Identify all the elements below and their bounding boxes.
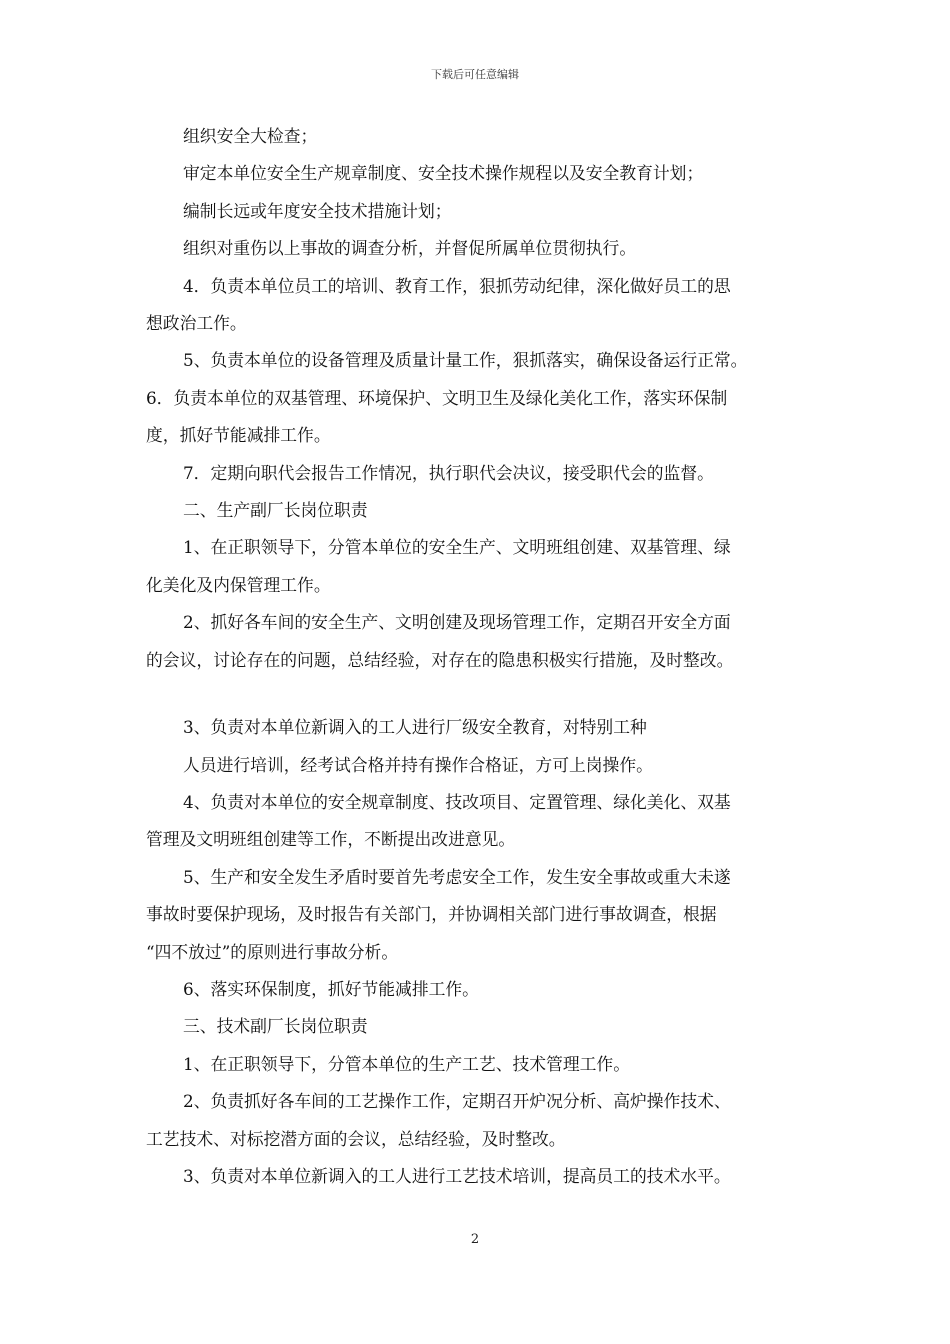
text-line: 组织对重伤以上事故的调查分析，并督促所属单位贯彻执行。 <box>183 238 637 259</box>
text-line: 4、负责对本单位的安全规章制度、技改项目、定置管理、绿化美化、双基 <box>183 791 731 812</box>
text-line: 7．定期向职代会报告工作情况，执行职代会决议，接受职代会的监督。 <box>183 462 714 483</box>
text-line: 3、负责对本单位新调入的工人进行厂级安全教育，对特别工种 <box>183 717 647 738</box>
text-line: 化美化及内保管理工作。 <box>146 574 331 595</box>
text-line: 2、负责抓好各车间的工艺操作工作，定期召开炉况分析、高炉操作技术、 <box>183 1091 731 1112</box>
text-line: 工艺技术、对标挖潜方面的会议，总结经验，及时整改。 <box>146 1128 566 1149</box>
text-line: 的会议，讨论存在的问题，总结经验，对存在的隐患积极实行措施，及时整改。 <box>146 649 734 670</box>
section-heading: 二、生产副厂长岗位职责 <box>183 500 368 521</box>
text-line: 2、抓好各车间的安全生产、文明创建及现场管理工作，定期召开安全方面 <box>183 612 731 633</box>
document-body <box>146 118 810 1195</box>
text-line: 度，抓好节能减排工作。 <box>146 425 331 446</box>
text-line: 3、负责对本单位新调入的工人进行工艺技术培训，提高员工的技术水平。 <box>183 1165 731 1186</box>
text-line: 5、生产和安全发生矛盾时要首先考虑安全工作，发生安全事故或重大未遂 <box>183 866 731 887</box>
text-line: 1、在正职领导下，分管本单位的生产工艺、技术管理工作。 <box>183 1053 630 1074</box>
section-heading: 三、技术副厂长岗位职责 <box>183 1016 368 1037</box>
paragraph-gap <box>146 679 810 709</box>
text-line: 4．负责本单位员工的培训、教育工作，狠抓劳动纪律，深化做好员工的思 <box>183 275 731 296</box>
text-line: 事故时要保护现场，及时报告有关部门，并协调相关部门进行事故调查，根据 <box>146 904 717 925</box>
text-line: 管理及文明班组创建等工作，不断提出改进意见。 <box>146 829 516 850</box>
text-line: 1、在正职领导下，分管本单位的安全生产、文明班组创建、双基管理、绿 <box>183 537 731 558</box>
text-line: “四不放过”的原则进行事故分析。 <box>146 941 399 962</box>
page-number: 2 <box>470 1232 480 1247</box>
text-line: 想政治工作。 <box>146 313 247 334</box>
text-line: 编制长远或年度安全技术措施计划； <box>183 200 452 221</box>
text-line: 6．负责本单位的双基管理、环境保护、文明卫生及绿化美化工作，落实环保制 <box>146 387 728 408</box>
page-header-note: 下载后可任意编辑 <box>431 68 519 81</box>
text-line: 人员进行培训，经考试合格并持有操作合格证，方可上岗操作。 <box>183 754 653 775</box>
text-line: 6、落实环保制度，抓好节能减排工作。 <box>183 978 479 999</box>
text-line: 审定本单位安全生产规章制度、安全技术操作规程以及安全教育计划； <box>183 163 704 184</box>
text-line: 组织安全大检查； <box>183 126 318 146</box>
text-line: 5、负责本单位的设备管理及质量计量工作，狠抓落实，确保设备运行正常。 <box>183 350 748 371</box>
